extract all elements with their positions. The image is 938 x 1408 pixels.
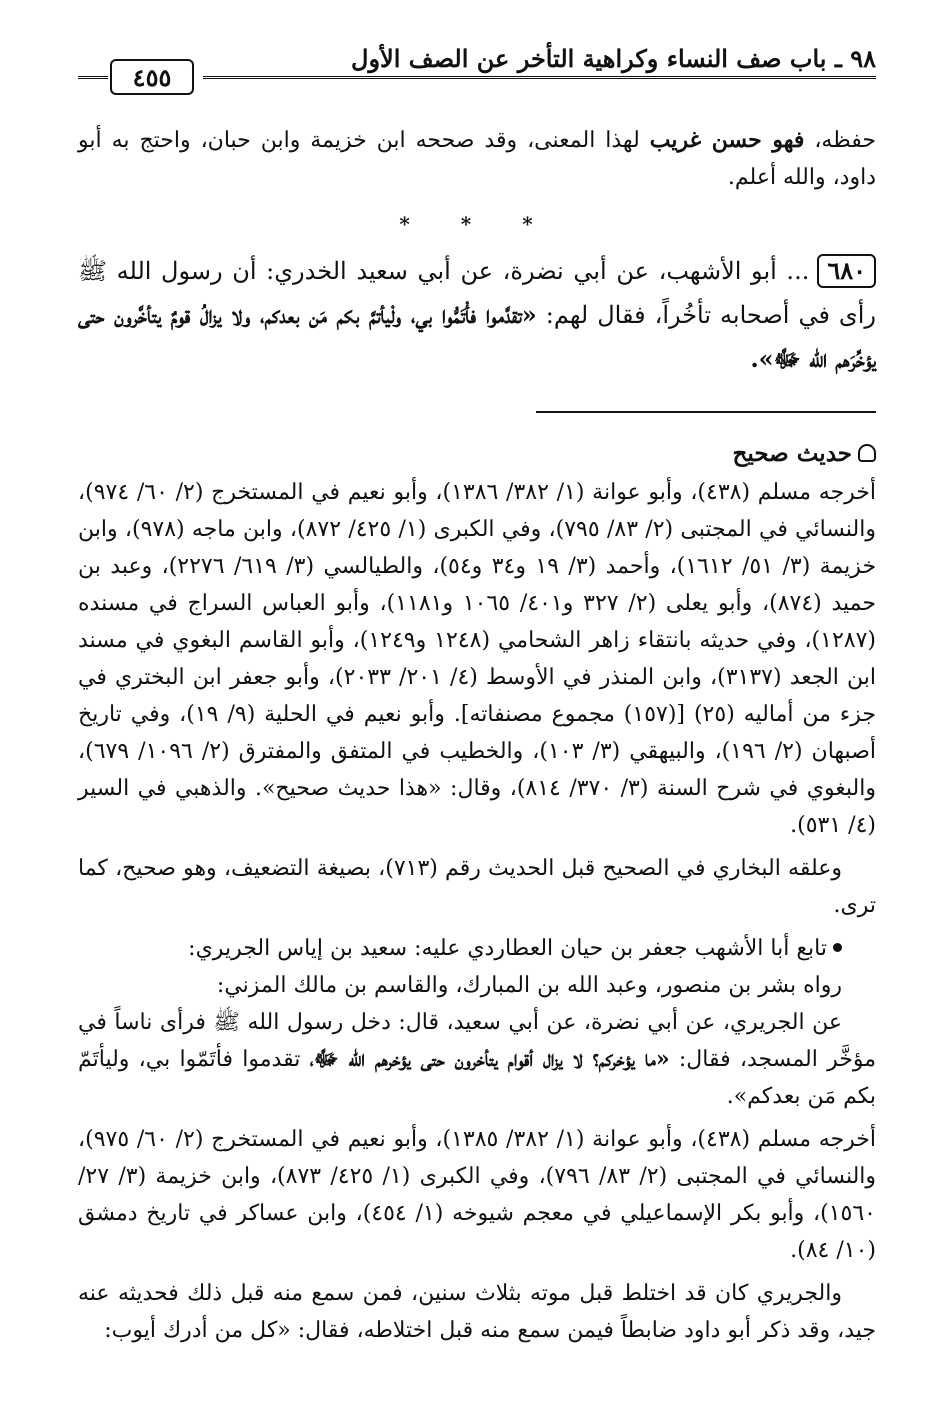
mutabaah-paragraph — [78, 930, 876, 967]
grade-label: حديث صحيح — [732, 440, 852, 467]
takhrij-paragraph-2: وعلقه البخاري في الصحيح قبل الحديث رقم (٧١٣)، بصيغة التضعيف، وهو صحيح، كما ترى. — [78, 856, 876, 918]
takhrij-paragraph-1: أخرجه مسلم (٤٣٨)، وأبو عوانة (١/ ٣٨٢/ ١٣٨٦)، وأبو نعيم في المستخرج (٢/ ٦٠/ ٩٧٤)، والنسائي في المجتبى (٢/ ٨٣/ ٧٩٥)، وفي الكبرى (١/ ٤٢٥/ ٨٧٢)، وابن ماجه (٩٧٨)، وابن خزيمة (٣/ ٥١/ ١٦١٢)، وأحمد (٣/ ١٩ و٣٤ و٥٤)، والطيالسي (٣/ ٦١٩/ ٢٢٧٦)، وعبد بن حميد (٨٧٤)، وأبو يعلى (٢/ ٣٢٧ و٤٠١/ ١٠٦٥ و١١٨١)، وأبو العباس السراج في مسنده (١٢٨٧)، وفي حديثه بانتقاء زاهر الشحامي (١٢٤٨ و١٢٤٩)، وأبو القاسم البغوي في مسند ابن الجعد (٣١٣٧)، وابن المنذر في الأوسط (٤/ ٢٠١/ ٢٠٣٣)، وأبو جعفر ابن البختري في جزء من أماليه (٢٥) [(١٥٧) مجموع مصنفاته]. وأبو نعيم في الحلية (٩/ ١٩)، وفي تاريخ أصبهان (٢/ ١٩٦)، والبيهقي (٣/ ١٠٣)، والخطيب في المتفق والمفترق (٢/ ١٠٩٦/ ٦٧٩)، والبغوي في شرح السنة (٣/ ٣٧٠/ ٨١٤)، وقال: «هذا حديث صحيح». والذهبي في السير (٤/ ٥٣١). — [78, 480, 877, 838]
riwayah-text-1: عن الجريري، عن أبي نضرة، عن أبي سعيد، قال: دخل رسول الله ﷺ فرأى ناساً في مؤخَّر المسجد، فقال: — [78, 1010, 876, 1072]
hadith-chain: ... أبو الأشهب، عن أبي نضرة، عن أبي سعيد الخدري: أن رسول الله ﷺ رأى في أصحابه تأخُراً، فقال لهم: — [78, 257, 876, 329]
page-body — [78, 122, 876, 1349]
mutabaah-text: تابع أبا الأشهب جعفر بن حيان العطاردي عليه: سعيد بن إياس الجريري: — [188, 936, 827, 961]
intro-grade: فهو حسن غريب — [649, 127, 805, 153]
intro-paragraph — [78, 122, 876, 196]
footnote-divider — [536, 411, 876, 413]
hadith-block — [78, 249, 876, 381]
intro-text-2: لهذا المعنى، وقد صححه ابن خزيمة وابن حبان، واحتج به أبو داود، والله أعلم. — [78, 128, 876, 190]
hadith-grade — [78, 435, 876, 472]
book-page — [78, 0, 876, 1408]
riwayah-matn: «ما يؤخركم؟ لا يزال أقوام يتأخرون حتى يؤخرهم الله ﷻ، — [309, 1046, 670, 1072]
takhrij-paragraph-3: أخرجه مسلم (٤٣٨)، وأبو عوانة (١/ ٣٨٢/ ١٣٨٥)، وأبو نعيم في المستخرج (٢/ ٦٠/ ٩٧٥)، والنسائي في المجتبى (٢/ ٨٣/ ٧٩٦)، وفي الكبرى (١/ ٤٢٥/ ٨٧٣)، وابن خزيمة (٣/ ٢٧/ ١٥٦٠)، وأبو بكر الإسماعيلي في معجم شيوخه (١/ ٤٥٤)، وابن عساكر في تاريخ دمشق (١٠/ ٨٤). — [78, 1127, 877, 1263]
section-separator: * * * — [399, 212, 555, 236]
intro-text-1: حفظه، — [804, 128, 876, 153]
header-rule — [203, 76, 876, 79]
riwayah-text-2: تقدموا فأتَمّوا بي، وليأتَمّ بكم مَن بعدكم». — [78, 1047, 876, 1109]
bullet-icon — [833, 943, 842, 952]
narrators-paragraph: رواه بشر بن منصور، وعبد الله بن المبارك، والقاسم بن مالك المزني: — [216, 973, 842, 998]
header-rule-left — [78, 76, 108, 79]
jariri-paragraph: والجريري كان قد اختلط قبل موته بثلاث سنين، فمن سمع منه قبل ذلك فحديثه عنه جيد، وقد ذكر أبو داود ضابطاً فيمن سمع منه قبل اختلاطه، فقال: «كل من أدرك أيوب: — [78, 1281, 876, 1343]
page-number: ٤٥٥ — [110, 59, 194, 95]
grade-marker-icon — [858, 444, 876, 462]
chapter-title: ٩٨ ـ باب صف النساء وكراهية التأخر عن الصف الأول — [351, 44, 876, 73]
hadith-number: ٦٨٠ — [817, 254, 876, 288]
page-header — [78, 36, 876, 106]
hadith-text: «تقدَّموا فأْتَمُّوا بي، ولْيأتمَّ بكم مَن بعدكم، ولا يزالُ قومٌ يتأخَّرون حتى يؤخِّرَهم الله ﷻ». — [78, 300, 876, 373]
riwayah-paragraph — [78, 1004, 876, 1115]
